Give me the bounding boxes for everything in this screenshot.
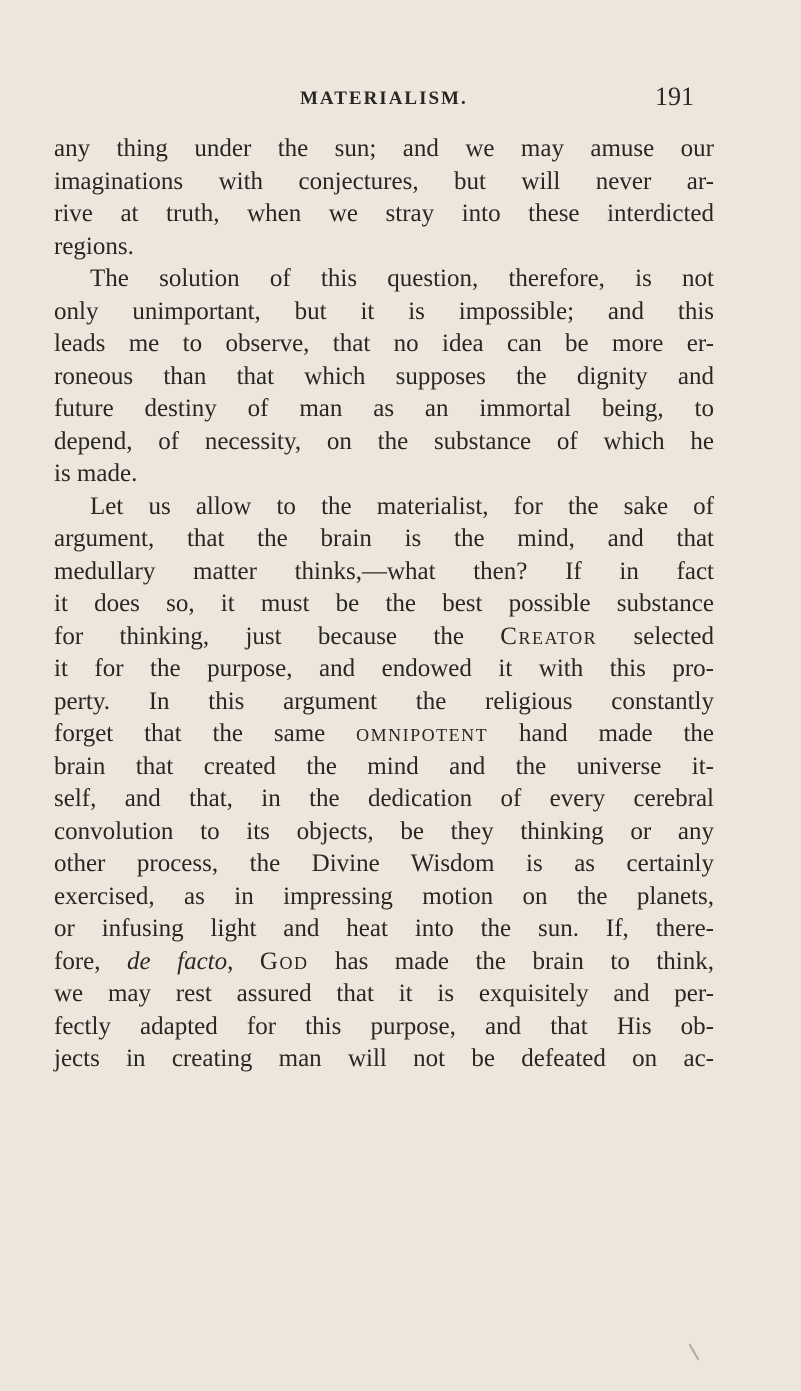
- text-line: rive at truth, when we stray into these interdicted: [54, 200, 714, 227]
- god-small-caps: God: [259, 947, 309, 975]
- text-span: selected: [597, 622, 714, 650]
- text-span: for thinking, just because the: [54, 622, 501, 650]
- text-line: argument, that the brain is the mind, and that: [54, 525, 714, 552]
- text-line: other process, the Divine Wisdom is as certainly: [54, 850, 714, 877]
- text-line: it does so, it must be the best possible substance: [54, 590, 714, 617]
- text-line: [54, 718, 714, 751]
- text-line: depend, of necessity, on the substance of which he: [54, 427, 714, 455]
- text-span: hand made the: [488, 720, 715, 747]
- text-line: or infusing light and heat into the sun. If, there-: [54, 915, 714, 942]
- italic-phrase: de facto: [127, 947, 228, 975]
- text-span: forget that the same: [54, 720, 357, 747]
- text-line: Let us allow to the materialist, for the sake of: [90, 492, 714, 520]
- text-line: is made.: [54, 460, 138, 487]
- text-line: exercised, as in impressing motion on the planets,: [54, 882, 714, 910]
- text-line: only unimportant, but it is impossible; and this: [54, 297, 714, 325]
- text-line: imaginations with conjectures, but will never ar-: [54, 167, 714, 195]
- text-line: fectly adapted for this purpose, and that His ob-: [54, 1012, 714, 1040]
- page-number: 191: [655, 82, 694, 111]
- text-line: perty. In this argument the religious constantly: [54, 687, 714, 715]
- text-span: ,: [227, 947, 260, 975]
- text-line: jects in creating man will not be defeated on ac-: [54, 1045, 714, 1072]
- text-line: self, and that, in the dedication of every cerebral: [54, 785, 714, 812]
- text-line: future destiny of man as an immortal being, to: [54, 395, 714, 422]
- text-line: roneous than that which supposes the dignity and: [54, 362, 714, 390]
- omnipotent-small-caps: omnipotent: [356, 720, 489, 747]
- text-line: it for the purpose, and endowed it with this pro-: [54, 655, 714, 682]
- text-line: any thing under the sun; and we may amuse our: [54, 135, 714, 162]
- text-line: The solution of this question, therefore, is not: [90, 265, 714, 292]
- text-line: medullary matter thinks,—what then? If in fact: [54, 557, 714, 585]
- text-span: fore,: [54, 947, 128, 975]
- body-text: [54, 133, 714, 1076]
- text-span: has made the brain to think,: [308, 947, 714, 975]
- text-line: [54, 621, 714, 654]
- text-line: leads me to observe, that no idea can be more er-: [54, 330, 714, 357]
- text-line: regions.: [54, 232, 134, 260]
- text-line: convolution to its objects, be they thinking or any: [54, 817, 714, 845]
- creator-small-caps: Creator: [500, 622, 598, 650]
- page-header: [0, 82, 801, 122]
- paper-scratch-mark: [689, 1344, 700, 1361]
- text-line: [54, 946, 714, 979]
- text-line: brain that created the mind and the universe it-: [54, 752, 714, 780]
- text-line: we may rest assured that it is exquisitely and per-: [54, 980, 714, 1007]
- running-head: MATERIALISM.: [300, 88, 468, 109]
